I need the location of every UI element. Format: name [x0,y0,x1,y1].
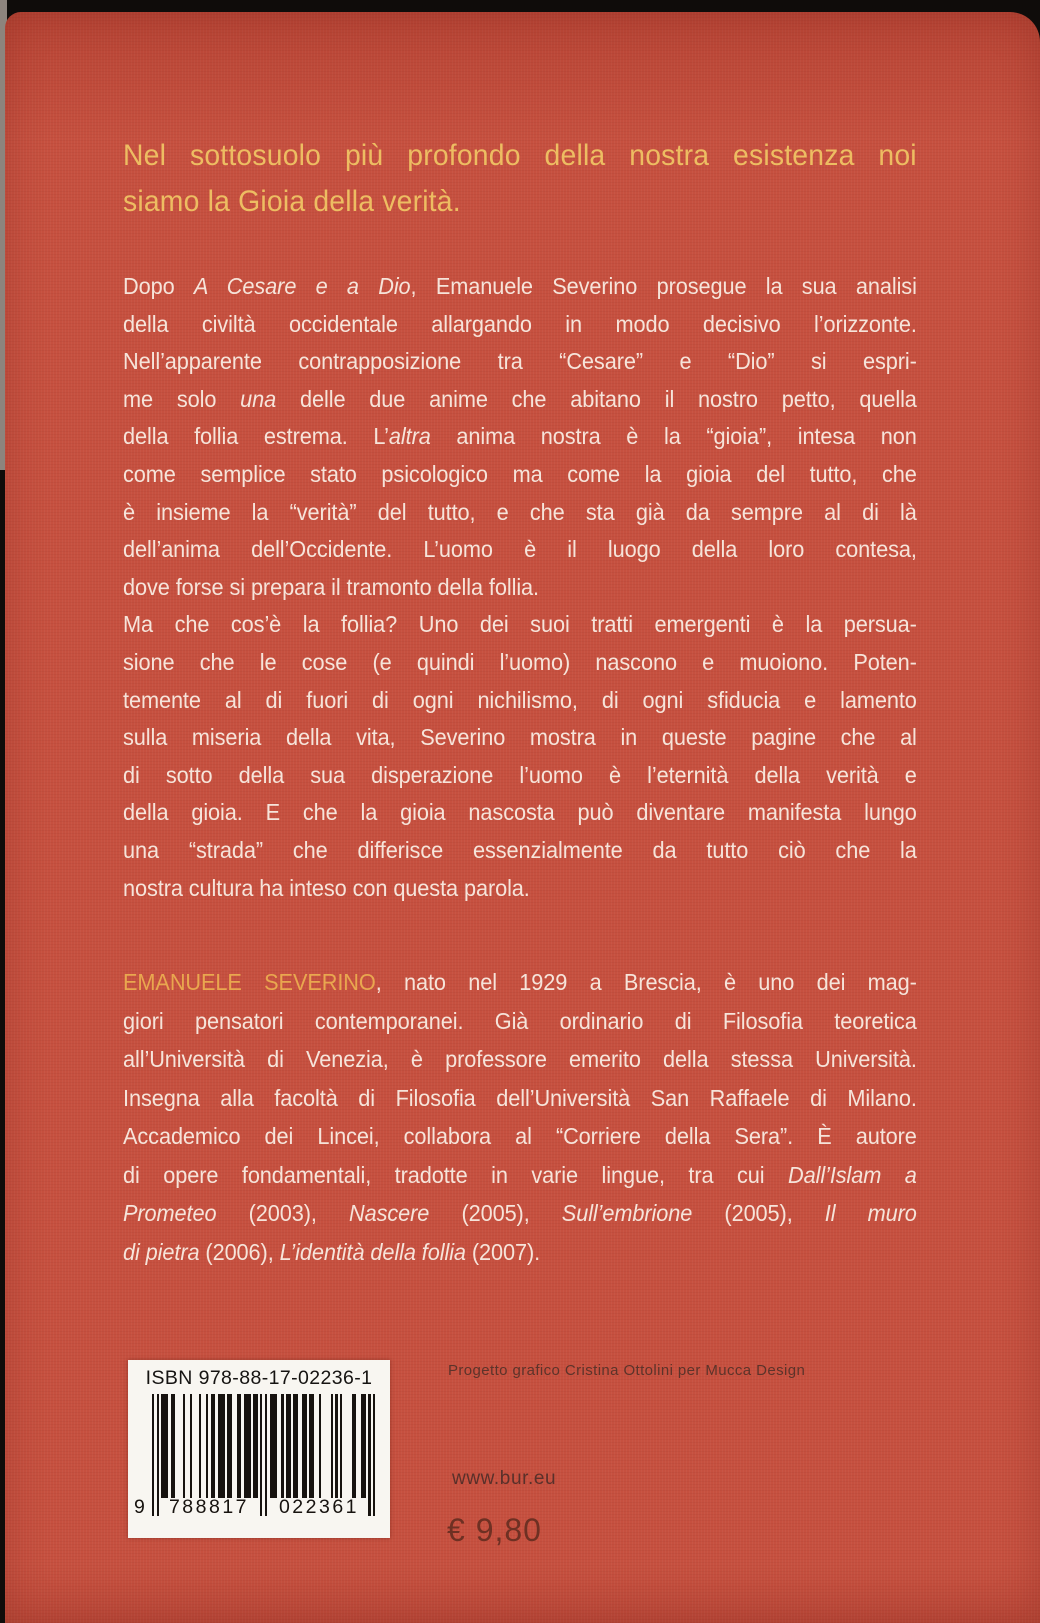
headline-text [123,133,917,225]
barcode-bar [331,1394,333,1498]
author-bio-text [123,963,917,1271]
barcode-bar [199,1394,201,1498]
text-line: temente al di fuori di ogni nichilismo, di ogni sfiducia e lamento [123,686,917,713]
text-line: di pietra (2006), L’identità della follia (2007). [123,1238,541,1265]
text-line: me solo una delle due anime che abitano il nostro petto, quella [123,385,917,412]
text-line: di opere fondamentali, tradotte in varie lingue, tra cui Dall’Islam a [123,1161,917,1188]
book-cover [5,12,1040,1623]
barcode-bar [206,1394,208,1498]
barcode-digits-left: 788817 [168,1496,250,1518]
barcode-bar [265,1394,267,1516]
text-line: sione che le cose (e quindi l’uomo) nascono e muoiono. Poten- [123,648,917,675]
text-line: è insieme la “verità” del tutto, e che sta già da sempre al di là [123,498,917,525]
barcode-bar [253,1394,258,1498]
design-credit: Progetto grafico Cristina Ottolini per Mucca Design [448,1362,806,1379]
barcode-bar [293,1394,298,1498]
barcode-bar [218,1394,225,1498]
barcode-panel [128,1360,390,1538]
text-line: Ma che cos’è la follia? Uno dei suoi tratti emergenti è la persua- [123,611,917,638]
text-line: Nell’apparente contrapposizione tra “Cesare” e “Dio” si espri- [123,348,917,375]
text-line: dove forse si prepara il tramonto della follia. [123,573,539,600]
barcode-bar [309,1394,314,1498]
barcode-bar [183,1394,185,1498]
barcode-bar [319,1394,321,1498]
text-line: della civiltà occidentale allargando in modo decisivo l’orizzonte. [123,310,917,337]
text-line: Nel sottosuolo più profondo della nostra esistenza noi [123,139,917,172]
barcode-bar [335,1394,337,1498]
barcode-bar [237,1394,242,1498]
publisher-website: www.bur.eu [452,1468,557,1489]
barcode-bar [368,1394,370,1516]
barcode-digits-right: 022361 [278,1496,360,1518]
isbn-label: ISBN 978-88-17-02236-1 [145,1367,373,1389]
text-line: Insegna alla facoltà di Filosofia dell’Università San Raffaele di Milano. [123,1084,917,1111]
barcode-bar [211,1394,216,1498]
barcode-bar [227,1394,232,1498]
text-line: giori pensatori contemporanei. Già ordinario di Filosofia teoretica [123,1007,917,1034]
text-line: siamo la Gioia della verità. [123,185,461,218]
barcode-bar [373,1394,375,1516]
text-line: una “strada” che differisce essenzialmente da tutto ciò che la [123,836,917,863]
text-line: Accademico dei Lincei, collabora al “Corriere della Sera”. È autore [123,1123,917,1149]
barcode-bar [286,1394,291,1498]
barcode-bar [244,1394,251,1498]
text-line: all’Università di Venezia, è professore emerito della stessa Università. [123,1046,917,1072]
barcode-bar [281,1394,283,1498]
text-line: come semplice stato psicologico ma come la gioia del tutto, che [123,460,917,487]
barcode-bar [190,1394,192,1498]
text-line: EMANUELE SEVERINO, nato nel 1929 a Brescia, è uno dei mag- [123,969,917,995]
barcode-bar [157,1394,159,1516]
barcode-bar [340,1394,342,1498]
text-line: della gioia. E che la gioia nascosta può diventare manifesta lungo [123,799,917,826]
text-line: Dopo A Cesare e a Dio, Emanuele Severino prosegue la sua analisi [123,273,917,299]
barcode-bar [161,1394,168,1498]
barcode-bar [352,1394,357,1498]
barcode-bar [270,1394,277,1498]
barcode-bar [260,1394,262,1516]
barcode-bar [361,1394,366,1498]
text-line: Prometeo (2003), Nascere (2005), Sull’embrione (2005), Il muro [123,1200,917,1226]
text-line: nostra cultura ha inteso con questa parola. [123,874,530,901]
barcode-bar [152,1394,154,1516]
barcode-bar [302,1394,307,1498]
text-line: di sotto della sua disperazione l’uomo è l’eternità della verità e [123,761,917,788]
barcode-bar [171,1394,176,1498]
price-label: € 9,80 [447,1512,542,1548]
text-line: della follia estrema. L’altra anima nostra è la “gioia”, intesa non [123,423,917,450]
blurb-text [123,268,917,907]
text-line: dell’anima dell’Occidente. L’uomo è il luogo della loro contesa, [123,536,917,563]
text-line: sulla miseria della vita, Severino mostra in queste pagine che al [123,724,917,751]
barcode-digit-first: 9 [134,1496,145,1518]
